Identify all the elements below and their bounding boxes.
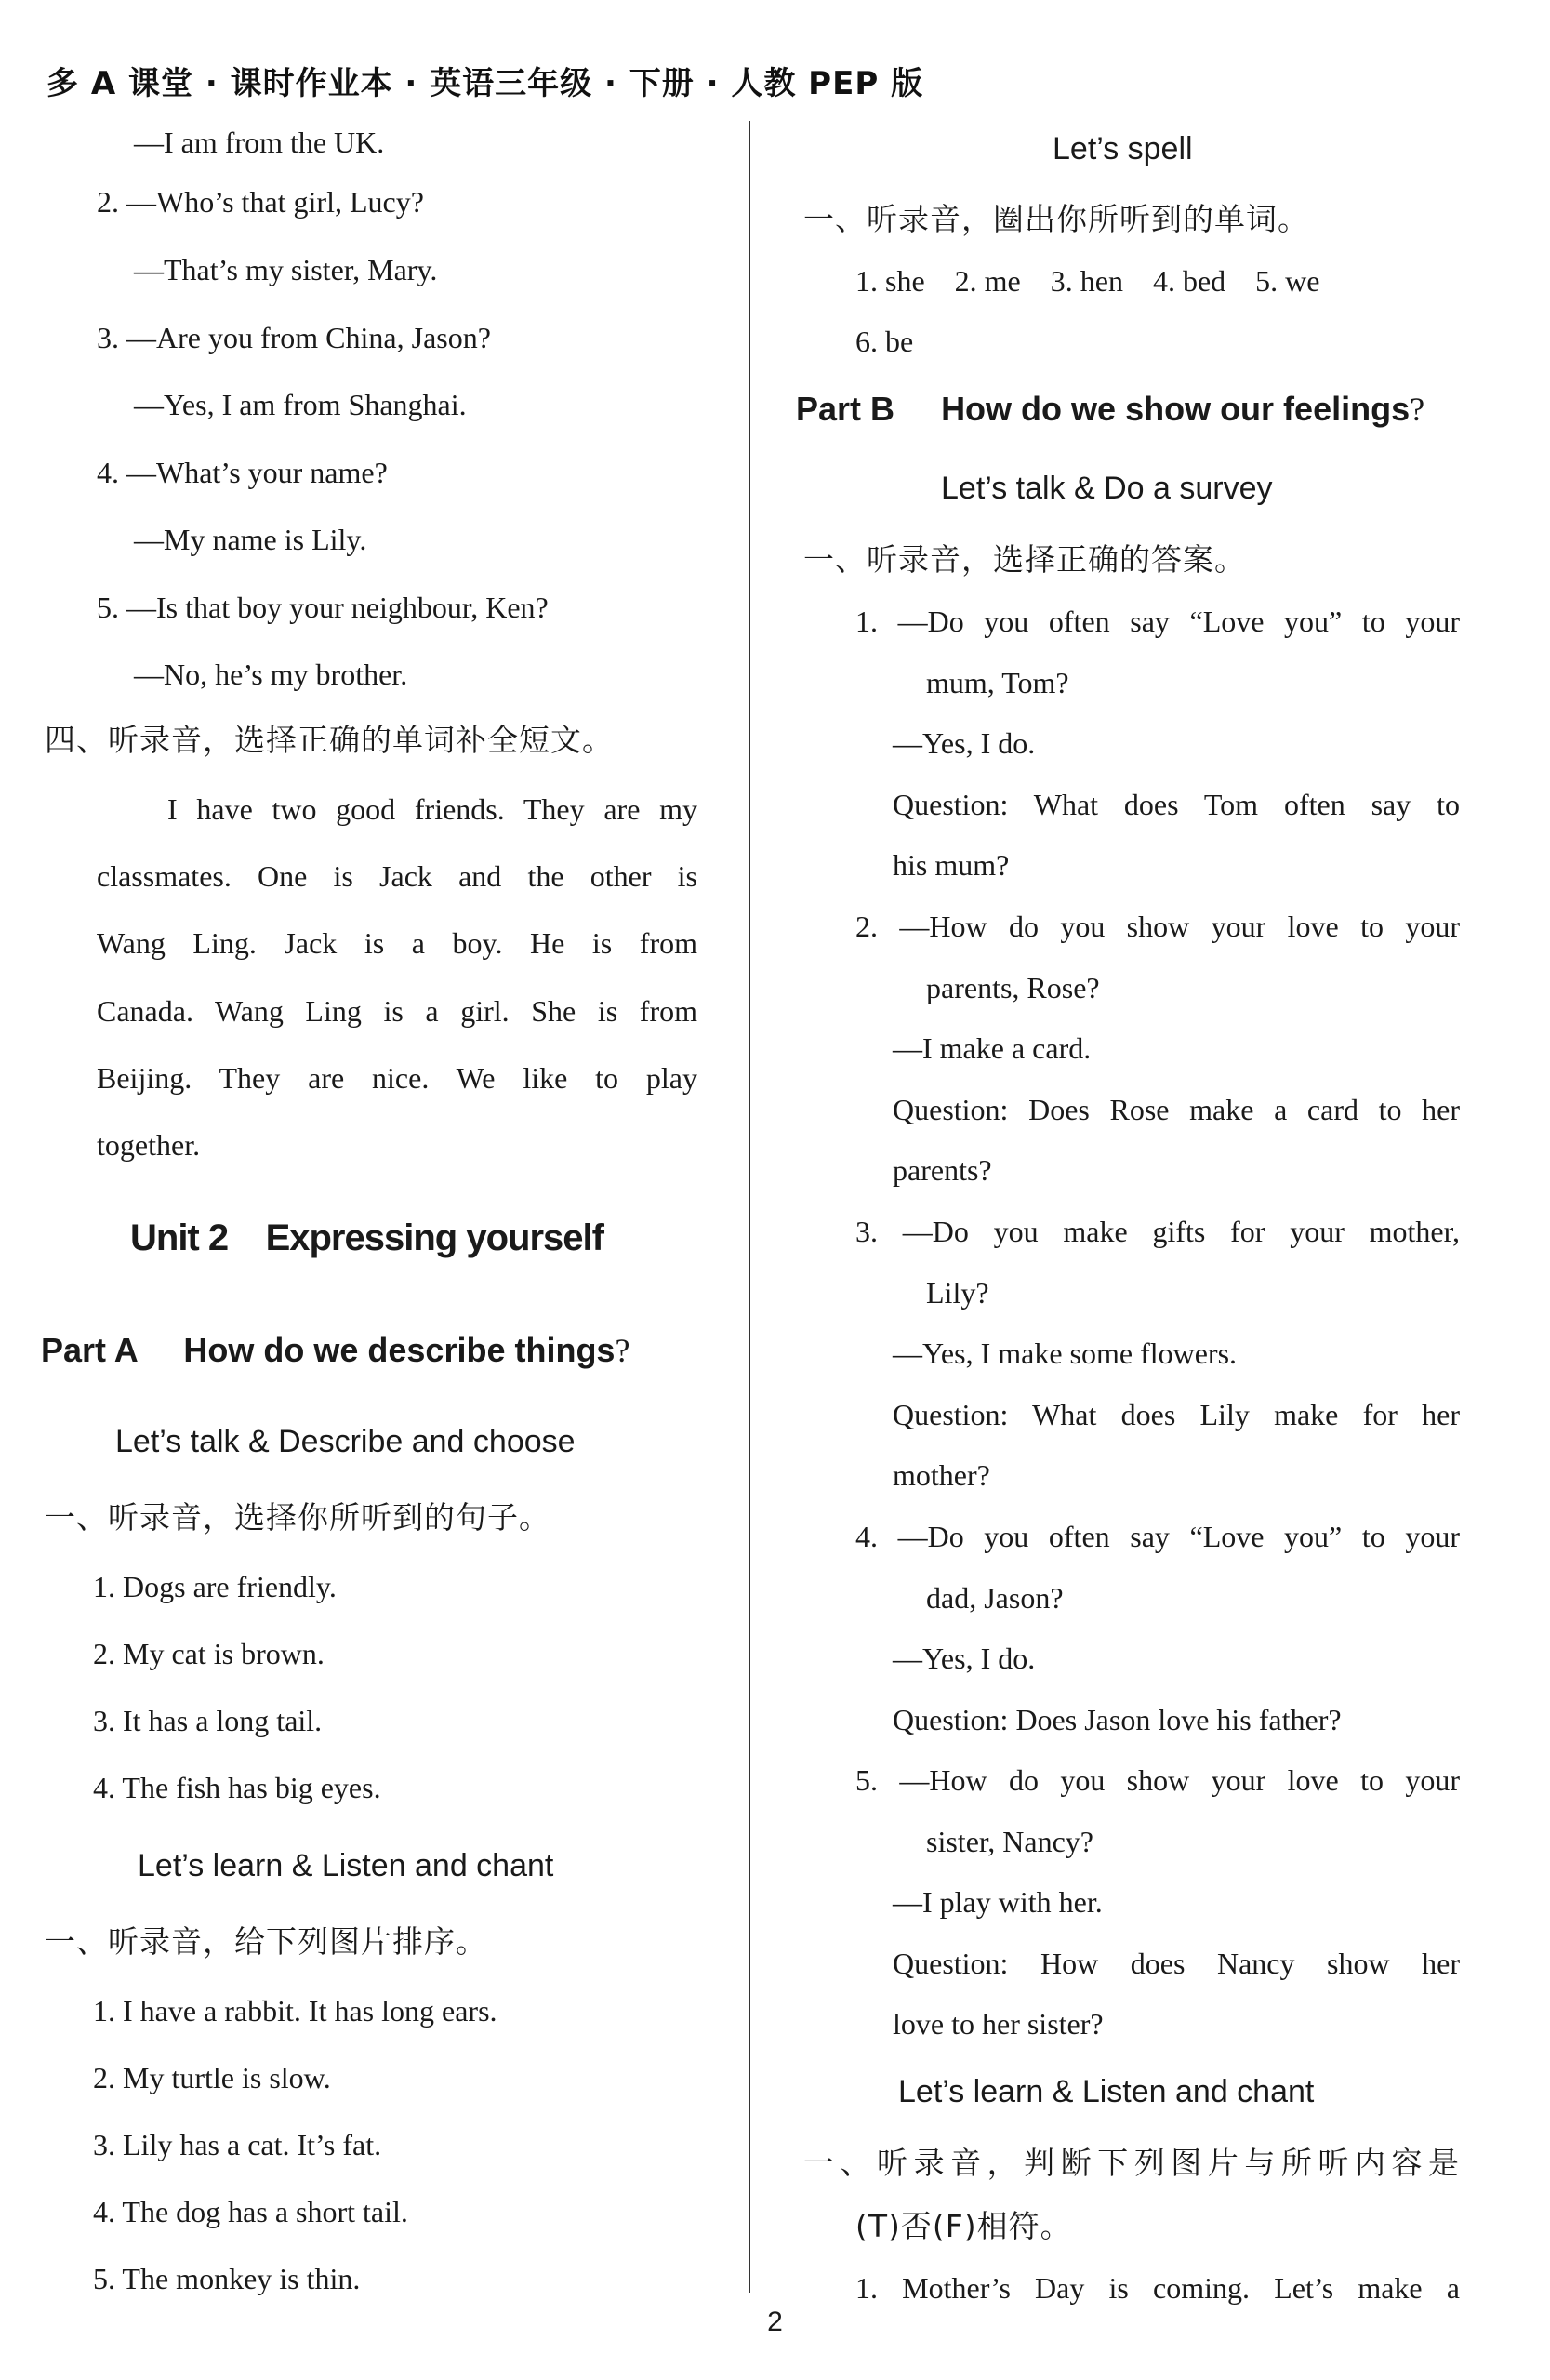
part-b-heading xyxy=(796,391,1424,428)
survey-line: his mum? xyxy=(893,848,1010,882)
section-instruction: 一、听录音，选择你所听到的句子。 xyxy=(45,1499,550,1536)
section-instruction: 一、听录音，判断下列图片与所听内容是 xyxy=(803,2145,1460,2181)
survey-line: Question: What does Tom often say to xyxy=(893,788,1460,821)
survey-line: parents, Rose? xyxy=(926,971,1100,1004)
list-item: 1. Mother’s Day is coming. Let’s make a xyxy=(855,2271,1460,2305)
survey-line: Question: What does Lily make for her xyxy=(893,1398,1460,1431)
survey-subtitle: Let’s talk & Do a survey xyxy=(941,471,1273,506)
section-instruction: (T)否(F)相符。 xyxy=(855,2208,1072,2244)
survey-line: 5. —How do you show your love to your xyxy=(855,1763,1460,1797)
passage-line: together. xyxy=(97,1128,201,1162)
spell-subtitle: Let’s spell xyxy=(1053,131,1193,166)
learn-subtitle-right: Let’s learn & Listen and chant xyxy=(898,2074,1315,2109)
list-item: 5. The monkey is thin. xyxy=(93,2262,361,2295)
dialog-line: 2. —Who’s that girl, Lucy? xyxy=(97,185,424,219)
dialog-line: —I am from the UK. xyxy=(134,126,385,159)
survey-line: 4. —Do you often say “Love you” to your xyxy=(855,1520,1460,1553)
survey-line: Question: Does Jason love his father? xyxy=(893,1703,1342,1736)
survey-line: —Yes, I do. xyxy=(893,726,1036,760)
survey-line: —Yes, I make some flowers. xyxy=(893,1336,1238,1370)
section-instruction: 一、听录音，给下列图片排序。 xyxy=(45,1923,487,1960)
learn-subtitle: Let’s learn & Listen and chant xyxy=(138,1848,554,1883)
survey-line: parents? xyxy=(893,1153,992,1187)
word-row: 6. be xyxy=(855,325,914,358)
talk-subtitle: Let’s talk & Describe and choose xyxy=(115,1424,576,1459)
passage-line: Canada. Wang Ling is a girl. She is from xyxy=(97,994,697,1028)
part-b-title: How do we show our feelings xyxy=(941,390,1411,428)
part-b-label: Part B xyxy=(796,390,895,428)
survey-line: —I make a card. xyxy=(893,1031,1092,1065)
section-instruction: 一、听录音，选择正确的答案。 xyxy=(803,541,1246,578)
part-a-question-mark: ? xyxy=(615,1332,630,1369)
survey-line: Lily? xyxy=(926,1276,989,1310)
survey-line: love to her sister? xyxy=(893,2007,1104,2041)
survey-line: —Yes, I do. xyxy=(893,1642,1036,1675)
dialog-line: —My name is Lily. xyxy=(134,523,367,556)
survey-line: Question: Does Rose make a card to her xyxy=(893,1093,1460,1126)
dialog-line: 5. —Is that boy your neighbour, Ken? xyxy=(97,591,549,624)
dialog-line: 4. —What’s your name? xyxy=(97,456,388,489)
survey-line: 1. —Do you often say “Love you” to your xyxy=(855,605,1460,638)
survey-line: dad, Jason? xyxy=(926,1581,1064,1615)
survey-line: —I play with her. xyxy=(893,1885,1103,1919)
page-number: 2 xyxy=(767,2307,783,2337)
list-item: 4. The dog has a short tail. xyxy=(93,2195,408,2228)
survey-line: sister, Nancy? xyxy=(926,1825,1093,1858)
passage-line: classmates. One is Jack and the other is xyxy=(97,859,697,893)
section-instruction: 四、听录音，选择正确的单词补全短文。 xyxy=(45,722,614,758)
list-item: 4. The fish has big eyes. xyxy=(93,1771,381,1804)
passage-line: I have two good friends. They are my xyxy=(167,792,697,826)
passage-line: Wang Ling. Jack is a boy. He is from xyxy=(97,926,697,960)
section-instruction: 一、听录音，圈出你所听到的单词。 xyxy=(803,201,1309,237)
list-item: 1. Dogs are friendly. xyxy=(93,1570,337,1603)
survey-line: mother? xyxy=(893,1458,990,1492)
list-item: 2. My cat is brown. xyxy=(93,1637,325,1670)
survey-line: mum, Tom? xyxy=(926,666,1069,699)
part-a-title: How do we describe things xyxy=(183,1331,616,1369)
word-row: 1. she 2. me 3. hen 4. bed 5. we xyxy=(855,264,1320,298)
list-item: 3. It has a long tail. xyxy=(93,1704,323,1737)
dialog-line: —No, he’s my brother. xyxy=(134,658,408,691)
survey-line: 2. —How do you show your love to your xyxy=(855,910,1460,943)
list-item: 1. I have a rabbit. It has long ears. xyxy=(93,1994,497,2028)
passage-line: Beijing. They are nice. We like to play xyxy=(97,1061,697,1095)
column-divider xyxy=(749,121,750,2293)
dialog-line: —That’s my sister, Mary. xyxy=(134,253,438,286)
part-a-heading xyxy=(41,1332,629,1369)
dialog-line: —Yes, I am from Shanghai. xyxy=(134,388,467,421)
part-a-label: Part A xyxy=(41,1331,138,1369)
unit-title: Unit 2 Expressing yourself xyxy=(130,1217,603,1258)
dialog-line: 3. —Are you from China, Jason? xyxy=(97,321,491,354)
list-item: 2. My turtle is slow. xyxy=(93,2061,331,2094)
survey-line: Question: How does Nancy show her xyxy=(893,1947,1460,1980)
page-header: 多 A 课堂 · 课时作业本 · 英语三年级 · 下册 · 人教 PEP 版 xyxy=(46,65,924,102)
part-b-question-mark: ? xyxy=(1410,391,1425,428)
survey-line: 3. —Do you make gifts for your mother, xyxy=(855,1215,1460,1248)
list-item: 3. Lily has a cat. It’s fat. xyxy=(93,2128,382,2161)
